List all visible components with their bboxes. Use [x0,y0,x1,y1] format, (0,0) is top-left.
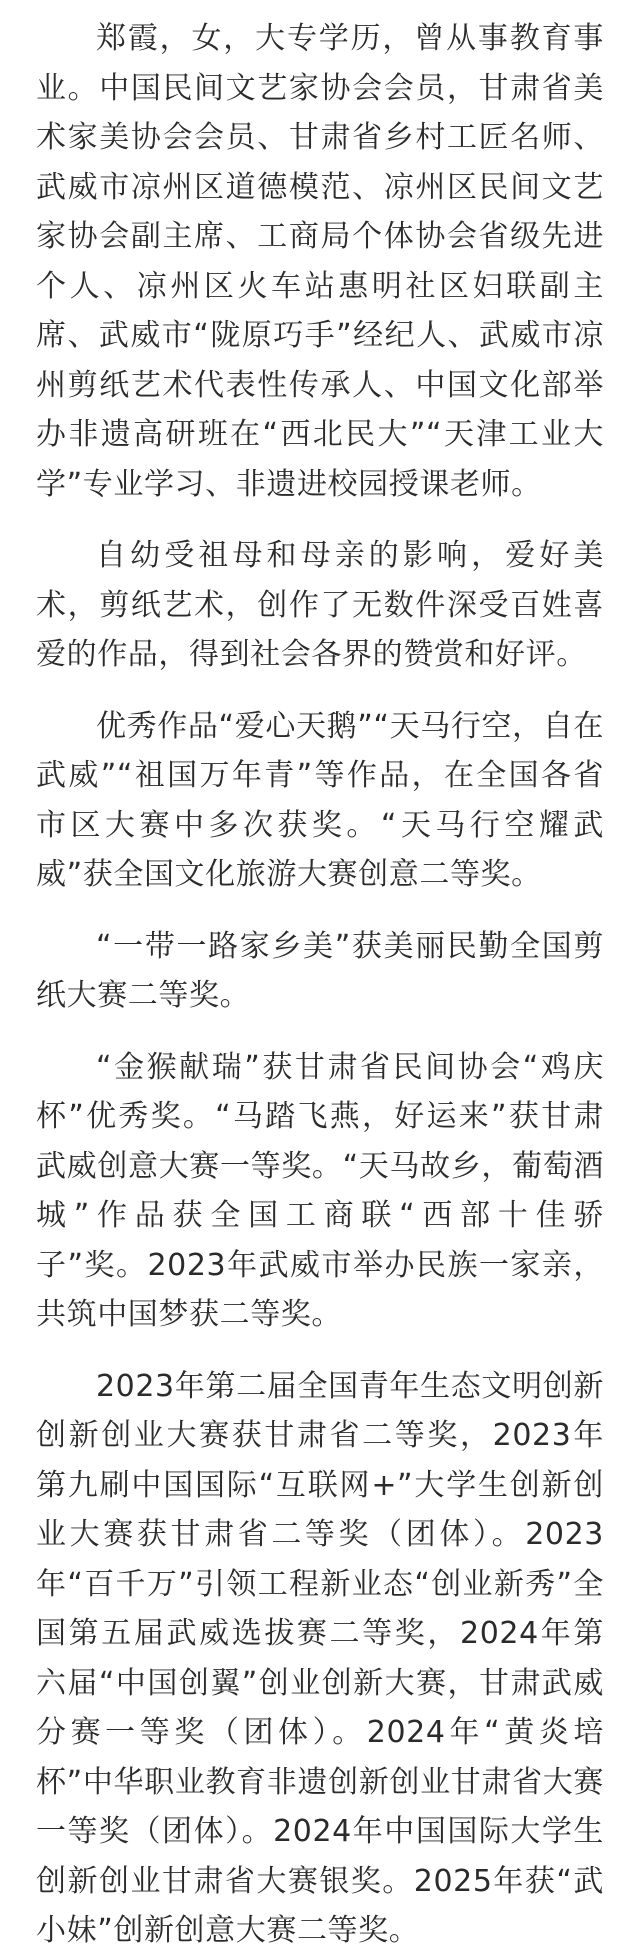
paragraph-biography: 郑霞，女，大专学历，曾从事教育事业。中国民间文艺家协会会员，甘肃省美术家美协会会员、甘肃省乡村工匠名师、武威市凉州区道德模范、凉州区民间文艺家协会副主席、工商局个体协会省级先进个人、凉州区火车站惠明社区妇联副主席、武威市“陇原巧手”经纪人、武威市凉州剪纸艺术代表性传承人、中国文化部举办非遗高研班在“西北民大”“天津工业大学”专业学习、非遗进校园授课老师。 [36,21,604,502]
paragraph-awards-a: “金猴献瑞”获甘肃省民间协会“鸡庆杯”优秀奖。“马踏飞燕，好运来”获甘肃武威创意大赛一等奖。“天马故乡，葡萄酒城”作品获全国工商联“西部十佳骄子”奖。2023年武威市举办民族一家亲，共筑中国梦获二等奖。 [36,1049,604,1332]
paragraph-works: 优秀作品“爱心天鹅”“天马行空，自在武威”“祖国万年青”等作品，在全国各省市区大赛中多次获奖。“天马行空耀武威”获全国文化旅游大赛创意二等奖。 [36,708,604,892]
paragraph-awards-b: 2023年第二届全国青年生态文明创新创新创业大赛获甘肃省二等奖，2023年第九刷中国国际“互联网+”大学生创新创业大赛获甘肃省二等奖（团体）。2023年“百千万”引领工程新业态“创业新秀”全国第五届武威选拔赛二等奖，2024年第六届“中国创翼”创业创新大赛，甘肃武威分赛一等奖（团体）。2024年“黄炎培杯”中华职业教育非遗创新创业甘肃省大赛一等奖（团体）。2024年中国国际大学生创新创业甘肃省大赛银奖。2025年获“武小妹”创新创意大赛二等奖。 [36,1368,604,1948]
paragraph-influence: 自幼受祖母和母亲的影响，爱好美术，剪纸艺术，创作了无数件深受百姓喜爱的作品，得到社会各界的赞赏和好评。 [36,538,604,672]
paragraph-belt-road: “一带一路家乡美”获美丽民勤全国剪纸大赛二等奖。 [36,928,604,1013]
